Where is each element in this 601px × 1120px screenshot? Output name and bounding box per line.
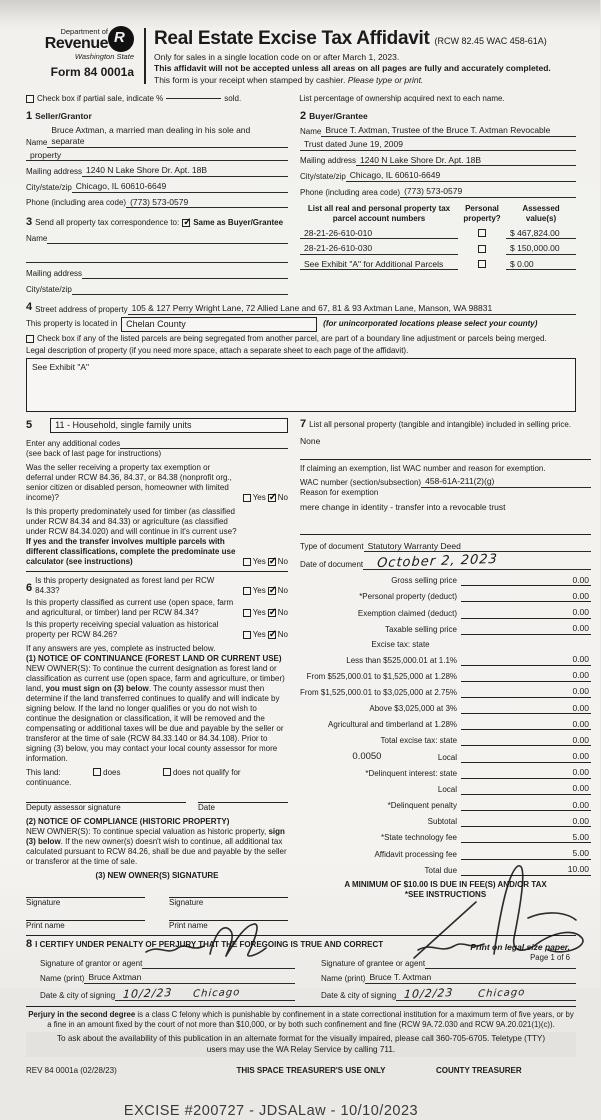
- historic-yes-checkbox[interactable]: [243, 631, 251, 639]
- reason-exemption-line: [300, 513, 591, 535]
- additional-codes-label: Enter any additional codes: [26, 439, 121, 449]
- segregated-label: Check box if any of the listed parcels are being segregated from another parcel, are part of a boundary line adjustment or parcels being merged.: [37, 333, 547, 343]
- grantor-name-field[interactable]: Bruce Axtman: [84, 972, 295, 984]
- corr-name-label: Name: [26, 233, 48, 243]
- tax-label: *Delinquent interest: state: [365, 768, 458, 778]
- buyer-mailing-field[interactable]: 1240 N Lake Shore Dr. Apt. 18B: [356, 155, 576, 167]
- section8-number: 8: [26, 938, 33, 951]
- subtitle-3: This form is your receipt when stamped by cashier. Please type or print.: [154, 75, 424, 85]
- partial-sale-suffix: sold.: [224, 93, 242, 103]
- treasurer-space-label: THIS SPACE TREASURER'S USE ONLY: [236, 1065, 386, 1075]
- section7-number: 7: [300, 417, 307, 430]
- section3: [26, 216, 288, 295]
- assessed-value-field[interactable]: $ 0.00: [506, 259, 576, 271]
- historic-no-checkbox[interactable]: [268, 631, 276, 639]
- tax-label: Gross selling price: [391, 576, 458, 586]
- seller-name-field[interactable]: Bruce Axtman, a married man dealing in his sole and separate: [47, 125, 288, 147]
- minimum-due-note: A MINIMUM OF $10.00 IS DUE IN FEE(S) AND/OR TAX: [344, 879, 547, 889]
- street-address-label: Street address of property: [35, 304, 128, 314]
- located-in-label: This property is located in: [26, 319, 118, 329]
- owner-printname-field-2[interactable]: Print name: [169, 920, 288, 931]
- tax-label: Less than $525,000.01 at 1.1%: [346, 655, 458, 665]
- grantor-sig-label: Signature of grantor or agent: [40, 958, 143, 968]
- assessed-value-field[interactable]: $ 150,000.00: [506, 243, 576, 255]
- new-owners-signature-title: (3) NEW OWNER(S) SIGNATURE: [95, 871, 219, 881]
- section3-label: Send all property tax correspondence to:: [35, 218, 180, 227]
- does-checkbox[interactable]: [93, 768, 101, 776]
- segregated-checkbox[interactable]: [26, 335, 34, 343]
- footer-row: [26, 1066, 576, 1076]
- form-header: [26, 26, 576, 86]
- timber-no-checkbox[interactable]: [268, 558, 276, 566]
- land-qualify-row: This land: does does not qualify for continuance.: [26, 768, 241, 788]
- tax-label: Taxable selling price: [384, 624, 458, 634]
- timber-yes-checkbox[interactable]: [243, 558, 251, 566]
- deputy-signature-field[interactable]: Deputy assessor signature: [26, 802, 186, 813]
- yes-instruction: If any answers are yes, complete as instructed below.: [26, 644, 216, 654]
- section5-header: [26, 418, 288, 433]
- corr-city-field[interactable]: [72, 286, 288, 295]
- excise-tax-header: Excise tax: state: [371, 639, 430, 649]
- tax-label: From $525,000.01 to $1,525,000 at 1.28%: [306, 671, 458, 681]
- buyer-phone-field[interactable]: (773) 573-0579: [400, 186, 576, 198]
- notice1-body: NEW OWNER(S): To continue the current designation as forest land or classification as current use (open space, farm and agriculture, or timber) land, you must sign on (3) below. The county assessor must then determine if the land transferred continues to qualify and will indicate by signing below. If the land no longer qualifies or you do not wish to continue the designation or classification, it will be removed and the compensating or additional taxes will be due and payable by the seller or transferor at the time of sale (RCW 84.33.140 or 84.34.108). Prior to signing (3) below, you may contact your local county assessor for more information.: [26, 664, 285, 764]
- tax-label: Subtotal: [427, 817, 458, 827]
- county-note: (for unincorporated locations please select your county): [323, 319, 538, 329]
- section1-title: Seller/Grantor: [35, 110, 92, 121]
- grantor-signing-block: [26, 955, 295, 1001]
- rev-number: REV 84 0001a (02/28/23): [26, 1065, 117, 1075]
- page-title: Real Estate Excise Tax Affidavit: [154, 28, 430, 49]
- grantee-name-label: Name (print): [321, 973, 366, 983]
- doc-date-label: Date of document: [300, 560, 364, 570]
- section6-number: 6: [26, 582, 33, 595]
- tax-value: 5.00: [547, 848, 591, 860]
- personal-property-checkbox[interactable]: [478, 260, 486, 268]
- wac-number-field[interactable]: 458-61A-211(2)(g): [421, 476, 591, 488]
- grantee-name-field[interactable]: Bruce T. Axtman: [365, 972, 576, 984]
- seller-name-label: Name: [26, 137, 48, 147]
- grantee-date-label: Date & city of signing: [321, 990, 397, 1000]
- tax-value: 0.00: [547, 607, 591, 619]
- partial-sale-percent-field[interactable]: [166, 98, 221, 99]
- tax-value: 0.00: [547, 575, 591, 587]
- assessed-value-field[interactable]: $ 467,824.00: [506, 228, 576, 240]
- street-address-field[interactable]: 105 & 127 Perry Wright Lane, 72 Allied Lane and 67, 81 & 93 Axtman Lane, Manson, WA 98831: [128, 303, 576, 315]
- grantee-sig-label: Signature of grantee or agent: [321, 958, 426, 968]
- seller-city-field[interactable]: Chicago, IL 60610-6649: [72, 181, 288, 193]
- current-use-question: Is this property classified as current use (open space, farm and agricultural, or timber) land per RCW 84.34? Yes ✓ No: [26, 598, 288, 618]
- forest-land-question: 6 Is this property designated as forest land per RCW 84.33? Yes ✓ No: [26, 576, 288, 596]
- owner-printname-field-1[interactable]: Print name: [26, 920, 145, 931]
- partial-sale-row: [26, 94, 576, 104]
- section7: [300, 418, 591, 570]
- parcel-row: [300, 228, 576, 240]
- seller-city-label: City/state/zip: [26, 182, 72, 192]
- legal-description-field[interactable]: See Exhibit "A": [26, 358, 576, 412]
- doc-type-field[interactable]: Statutory Warranty Deed: [364, 541, 591, 553]
- buyer-phone-label: Phone (including area code): [300, 187, 401, 197]
- grantee-date-field[interactable]: 10/2/23 Chicago: [396, 992, 576, 1001]
- section2-number: 2: [300, 109, 307, 122]
- grantor-date-field[interactable]: 10/2/23 Chicago: [115, 992, 295, 1001]
- parcel-table: [300, 204, 576, 271]
- grantor-date-label: Date & city of signing: [40, 990, 116, 1000]
- form-number: Form 84 0001a: [50, 65, 134, 80]
- parcel-col1-header: List all real and personal property tax parcel account numbers: [307, 203, 451, 223]
- tax-value: 0.00: [547, 686, 591, 698]
- forest-no-checkbox[interactable]: [268, 587, 276, 595]
- parcel-col3-header: Assessed value(s): [522, 203, 560, 223]
- seller-phone-label: Phone (including area code): [26, 198, 127, 208]
- tax-value: 0.00: [547, 735, 591, 747]
- forest-yes-checkbox[interactable]: [243, 587, 251, 595]
- owner-signature-field-1[interactable]: Signature: [26, 897, 145, 908]
- property-class-select[interactable]: 11 - Household, single family units: [50, 418, 288, 433]
- county-treasurer-label: COUNTY TREASURER: [436, 1065, 522, 1075]
- legal-description-label: Legal description of property (if you need more space, attach a separate sheet to each page of the affidavit).: [26, 345, 409, 355]
- exemption-yes-checkbox[interactable]: [243, 494, 251, 502]
- current-use-yes-checkbox[interactable]: [243, 609, 251, 617]
- corr-name-field-line2[interactable]: [26, 254, 288, 263]
- tax-label: Above $3,025,000 at 3%: [369, 704, 458, 714]
- dor-logo: [26, 26, 142, 86]
- tax-label: *Delinquent penalty: [387, 801, 458, 811]
- deputy-date-field[interactable]: Date: [198, 802, 288, 813]
- dept-of-text: Department of: [60, 26, 108, 36]
- reason-exemption-field[interactable]: mere change in identity - transfer into a revocable trust: [300, 501, 506, 512]
- notice1-title: (1) NOTICE OF CONTINUANCE (FOREST LAND OR CURRENT USE): [26, 654, 282, 664]
- notice2-body: NEW OWNER(S): To continue special valuation as historic property, sign (3) below. If the new owner(s) doesn't wish to continue, all additional tax calculated pursuant to RCW 84.26, shall be due and payable by the seller or transferor at the time of sale.: [26, 827, 287, 867]
- section1: [26, 110, 288, 209]
- section1-number: 1: [26, 109, 33, 122]
- notice2-title: (2) NOTICE OF COMPLIANCE (HISTORIC PROPERTY): [26, 817, 230, 827]
- tax-label: Local: [437, 785, 458, 794]
- corr-city-label: City/state/zip: [26, 284, 72, 294]
- excise-stamp: EXCISE #200727 - JDSALaw - 10/10/2023: [123, 1102, 419, 1119]
- parcel-number-field[interactable]: See Exhibit "A" for Additional Parcels: [300, 259, 458, 271]
- corr-mailing-field[interactable]: [82, 270, 288, 279]
- buyer-name-field[interactable]: Bruce T. Axtman, Trustee of the Bruce T. Axtman Revocable: [321, 125, 576, 137]
- buyer-mailing-label: Mailing address: [300, 156, 357, 166]
- section4-number: 4: [26, 300, 33, 313]
- page-indicator: Page 1 of 6: [530, 952, 570, 962]
- tax-value: 0.00: [547, 670, 591, 682]
- certify-title: I CERTIFY UNDER PENALTY OF PERJURY THAT THE FOREGOING IS TRUE AND CORRECT: [35, 940, 384, 950]
- section3-number: 3: [26, 216, 33, 229]
- washington-state-text: Washington State: [74, 52, 134, 61]
- corr-name-field[interactable]: [47, 235, 288, 244]
- tax-label: Agricultural and timberland at 1.28%: [328, 720, 458, 730]
- ownership-note: List percentage of ownership acquired next to each name.: [299, 93, 505, 103]
- subtitle-2: This affidavit will not be accepted unless all areas on all pages are fully and accurately completed.: [154, 63, 551, 74]
- buyer-city-label: City/state/zip: [300, 171, 346, 181]
- accessibility-note: To ask about the availability of this publication in an alternate format for the visually impaired, please call 360-705-6705. Teletype (TTY) users may use the WA Relay Service by calling 711.: [26, 1032, 576, 1057]
- personal-property-list-field[interactable]: None: [300, 435, 321, 446]
- doc-date-field[interactable]: October 2, 2023: [363, 561, 591, 570]
- print-note: Print on legal size paper.: [470, 942, 570, 952]
- perjury-note: Perjury in the second degree is a class C felony which is punishable by confinement in a state correctional institution for a maximum term of five years, or by a fine in an amount fixed by the court of not more than $10,000, or by both such confinement and fine (RCW 9A.72.030 and RCW 9A.20.021(1)(c)).: [26, 1006, 576, 1029]
- additional-codes-field[interactable]: [120, 440, 288, 449]
- seller-phone-field[interactable]: (773) 573-0579: [126, 197, 288, 209]
- same-as-buyer-label: Same as Buyer/Grantee: [193, 218, 284, 227]
- parcel-number-field[interactable]: 28-21-26-610-030: [300, 243, 458, 255]
- tax-value: 0.00: [547, 623, 591, 635]
- rcw-reference: (RCW 82.45 WAC 458-61A): [434, 36, 547, 46]
- header-divider: [144, 28, 146, 84]
- timber-question: Is this property predominately used for timber (as classified under RCW 84.34 and 84.33) or agriculture (as classified under RCW 84.34.020) and will continue in it's current use? If yes and the transfer involves multiple parcels with different classifications, complete the predominate use calculator (see instructions) Yes ✓ No: [26, 507, 288, 572]
- parcel-row: [300, 243, 576, 255]
- wac-number-label: WAC number (section/subsection): [300, 477, 422, 487]
- section5-number: 5: [26, 418, 33, 431]
- tax-value: 0.00: [547, 816, 591, 828]
- exemption-question: Was the seller receiving a property tax exemption or deferral under RCW 84.36, 84.37, or 84.38 (nonprofit org., senior citizen or disabled person, homeowner with limited income)? Yes ✓ No: [26, 463, 288, 503]
- reason-exemption-label: Reason for exemption: [300, 487, 379, 497]
- parcel-row: [300, 259, 576, 271]
- tax-label: Exemption claimed (deduct): [357, 608, 458, 618]
- tax-computation: [300, 575, 591, 900]
- buyer-name-field-line2[interactable]: Trust dated June 19, 2009: [300, 139, 576, 151]
- tax-value: 0.00: [547, 654, 591, 666]
- see-instructions-note: *SEE INSTRUCTIONS: [404, 889, 487, 899]
- tax-label: Total excise tax: state: [380, 736, 458, 746]
- owner-signature-field-2[interactable]: Signature: [169, 897, 288, 908]
- tax-label: Total due: [424, 865, 458, 875]
- seller-mailing-label: Mailing address: [26, 166, 83, 176]
- section2: [300, 110, 576, 198]
- grantor-name-label: Name (print): [40, 973, 85, 983]
- tax-value: 0.00: [547, 783, 591, 795]
- tax-value: 0.00: [547, 703, 591, 715]
- subtitle-1: Only for sales in a single location code on or after March 1, 2023.: [154, 51, 400, 62]
- tax-value: 0.00: [547, 719, 591, 731]
- tax-value: 0.00: [547, 751, 591, 763]
- personal-property-checkbox[interactable]: [478, 245, 486, 253]
- tax-value: 0.00: [547, 591, 591, 603]
- revenue-logo-icon: [108, 26, 134, 52]
- local-rate: 0.0050: [352, 750, 382, 762]
- personal-property-checkbox[interactable]: [478, 229, 486, 237]
- tax-value: 0.00: [547, 800, 591, 812]
- additional-codes-note: (see back of last page for instructions): [26, 449, 162, 459]
- parcel-col2-header: Personal property?: [463, 203, 501, 223]
- section4: [26, 301, 576, 412]
- section2-title: Buyer/Grantee: [309, 110, 368, 121]
- tax-label: From $1,525,000.01 to $3,025,000 at 2.75%: [300, 688, 458, 697]
- tax-label: *Personal property (deduct): [359, 592, 458, 602]
- grantor-signature-field[interactable]: [142, 960, 295, 969]
- tax-value: 10.00: [547, 864, 591, 876]
- does-not-checkbox[interactable]: [163, 768, 171, 776]
- parcel-number-field[interactable]: 28-21-26-610-010: [300, 228, 458, 240]
- section7-label: List all personal property (tangible and intangible) included in selling price.: [309, 419, 572, 429]
- tax-label: Affidavit processing fee: [374, 849, 458, 859]
- tax-value: 0.00: [547, 767, 591, 779]
- corr-mailing-label: Mailing address: [26, 268, 83, 278]
- tax-label: Local: [437, 752, 458, 762]
- exemption-note: If claiming an exemption, list WAC number and reason for exemption.: [300, 464, 546, 474]
- doc-type-label: Type of document: [300, 542, 364, 552]
- partial-sale-label: Check box if partial sale, indicate %: [37, 93, 164, 103]
- tax-value: 5.00: [547, 832, 591, 844]
- partial-sale-checkbox[interactable]: [26, 95, 34, 103]
- same-as-buyer-checkbox[interactable]: [182, 219, 190, 227]
- current-use-no-checkbox[interactable]: [268, 609, 276, 617]
- historic-question: Is this property receiving special valuation as historical property per RCW 84.26? Yes ✓ No: [26, 620, 288, 640]
- revenue-text: Revenue: [44, 35, 108, 53]
- exemption-no-checkbox[interactable]: [268, 494, 276, 502]
- seller-mailing-field[interactable]: 1240 N Lake Shore Dr. Apt. 18B: [82, 165, 288, 177]
- buyer-name-label: Name: [300, 127, 322, 136]
- tax-label: *State technology fee: [380, 833, 458, 843]
- seller-name-field-line2[interactable]: property: [26, 150, 288, 162]
- county-select[interactable]: Chelan County: [121, 317, 317, 332]
- buyer-city-field[interactable]: Chicago, IL 60610-6649: [346, 170, 576, 182]
- personal-property-line: [300, 446, 591, 460]
